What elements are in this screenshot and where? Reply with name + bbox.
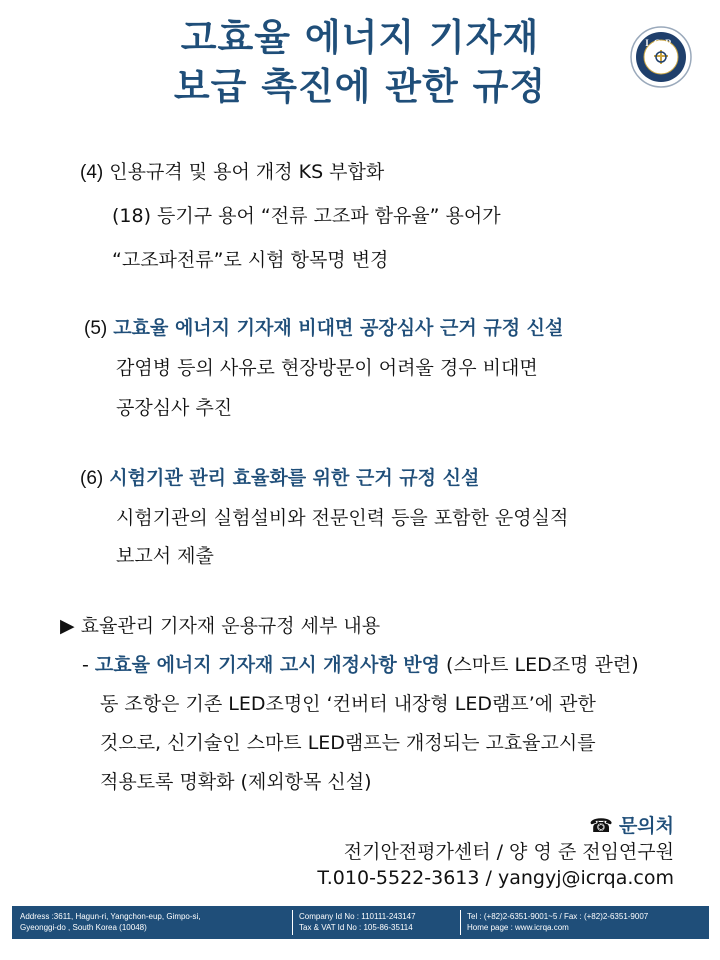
footer-bar xyxy=(12,906,709,939)
footer-homepage[interactable]: Home page : www.icrqa.com xyxy=(467,923,569,932)
footer-tax-id: Tax & VAT Id No : 105-86-35114 xyxy=(299,923,413,932)
footer-divider-1 xyxy=(292,910,293,935)
item-6-heading: 시험기관 관리 효율화를 위한 근거 규정 신설 xyxy=(109,467,480,489)
section-title-row xyxy=(60,612,380,640)
item-5-heading-row xyxy=(84,314,563,343)
contact-person: 전기안전평가센터 / 양 영 준 전임연구원 xyxy=(343,841,674,863)
item-5-heading: 고효율 에너지 기자재 비대면 공장심사 근거 규정 신설 xyxy=(113,317,564,339)
section-line-2: 것으로, 신기술인 스마트 LED램프는 개정되는 고효율고시를 xyxy=(100,732,596,754)
icr-seal-logo xyxy=(630,26,692,88)
item-6-line-2: 보고서 제출 xyxy=(116,545,214,567)
footer-address-line1: Address :3611, Hagun-ri, Yangchon-eup, Gimpo-si, xyxy=(20,912,201,921)
dash-marker: - xyxy=(82,654,89,676)
item-4-heading-row xyxy=(80,158,384,187)
item-4-line-2: “고조파전류”로 시험 항목명 변경 xyxy=(112,249,389,271)
page-title-line1: 고효율 에너지 기자재 xyxy=(180,16,540,59)
footer-ids xyxy=(299,911,416,933)
item-6-number: (6) xyxy=(80,468,104,489)
footer-company-id: Company Id No : 110111-243147 xyxy=(299,912,416,921)
item-5-line-2: 공장심사 추진 xyxy=(116,397,233,419)
section-line-1: 동 조항은 기존 LED조명인 ‘컨버터 내장형 LED램프’에 관한 xyxy=(100,693,596,715)
section-subheading-note: (스마트 LED조명 관련) xyxy=(446,654,639,676)
footer-address-line2: Gyeonggi-do , South Korea (10048) xyxy=(20,923,147,932)
phone-icon: ☎ xyxy=(589,815,613,837)
footer-divider-2 xyxy=(460,910,461,935)
footer-tel-fax: Tel : (+82)2-6351-9001~5 / Fax : (+82)2-6351-9007 xyxy=(467,912,649,921)
footer-address xyxy=(20,911,201,933)
item-6-heading-row xyxy=(80,464,479,493)
footer-contact xyxy=(467,911,648,933)
item-4-number: (4) xyxy=(80,162,104,183)
item-5-number: (5) xyxy=(84,318,108,339)
contact-phone-email[interactable]: T.010-5522-3613 / yangyj@icrqa.com xyxy=(317,867,674,889)
contact-label-row xyxy=(589,812,674,840)
item-6-line-1: 시험기관의 실험설비와 전문인력 등을 포함한 운영실적 xyxy=(116,507,569,529)
page-title-line2: 보급 촉진에 관한 규정 xyxy=(173,65,547,108)
item-5-line-1: 감염병 등의 사유로 현장방문이 어려울 경우 비대면 xyxy=(116,357,538,379)
item-4-heading: 인용규격 및 용어 개정 KS 부합화 xyxy=(109,161,385,183)
section-subheading-row xyxy=(82,651,639,679)
section-title: 효율관리 기자재 운용규정 세부 내용 xyxy=(80,615,381,637)
seal-text: ICR xyxy=(645,38,677,48)
section-line-3: 적용토록 명확화 (제외항목 신설) xyxy=(100,771,372,793)
contact-label: 문의처 xyxy=(618,815,674,837)
item-4-line-1: (18) 등기구 용어 “전류 고조파 함유율” 용어가 xyxy=(112,205,501,227)
section-subheading: 고효율 에너지 기자재 고시 개정사항 반영 xyxy=(94,654,440,676)
bullet-icon: ▶ xyxy=(60,615,75,637)
